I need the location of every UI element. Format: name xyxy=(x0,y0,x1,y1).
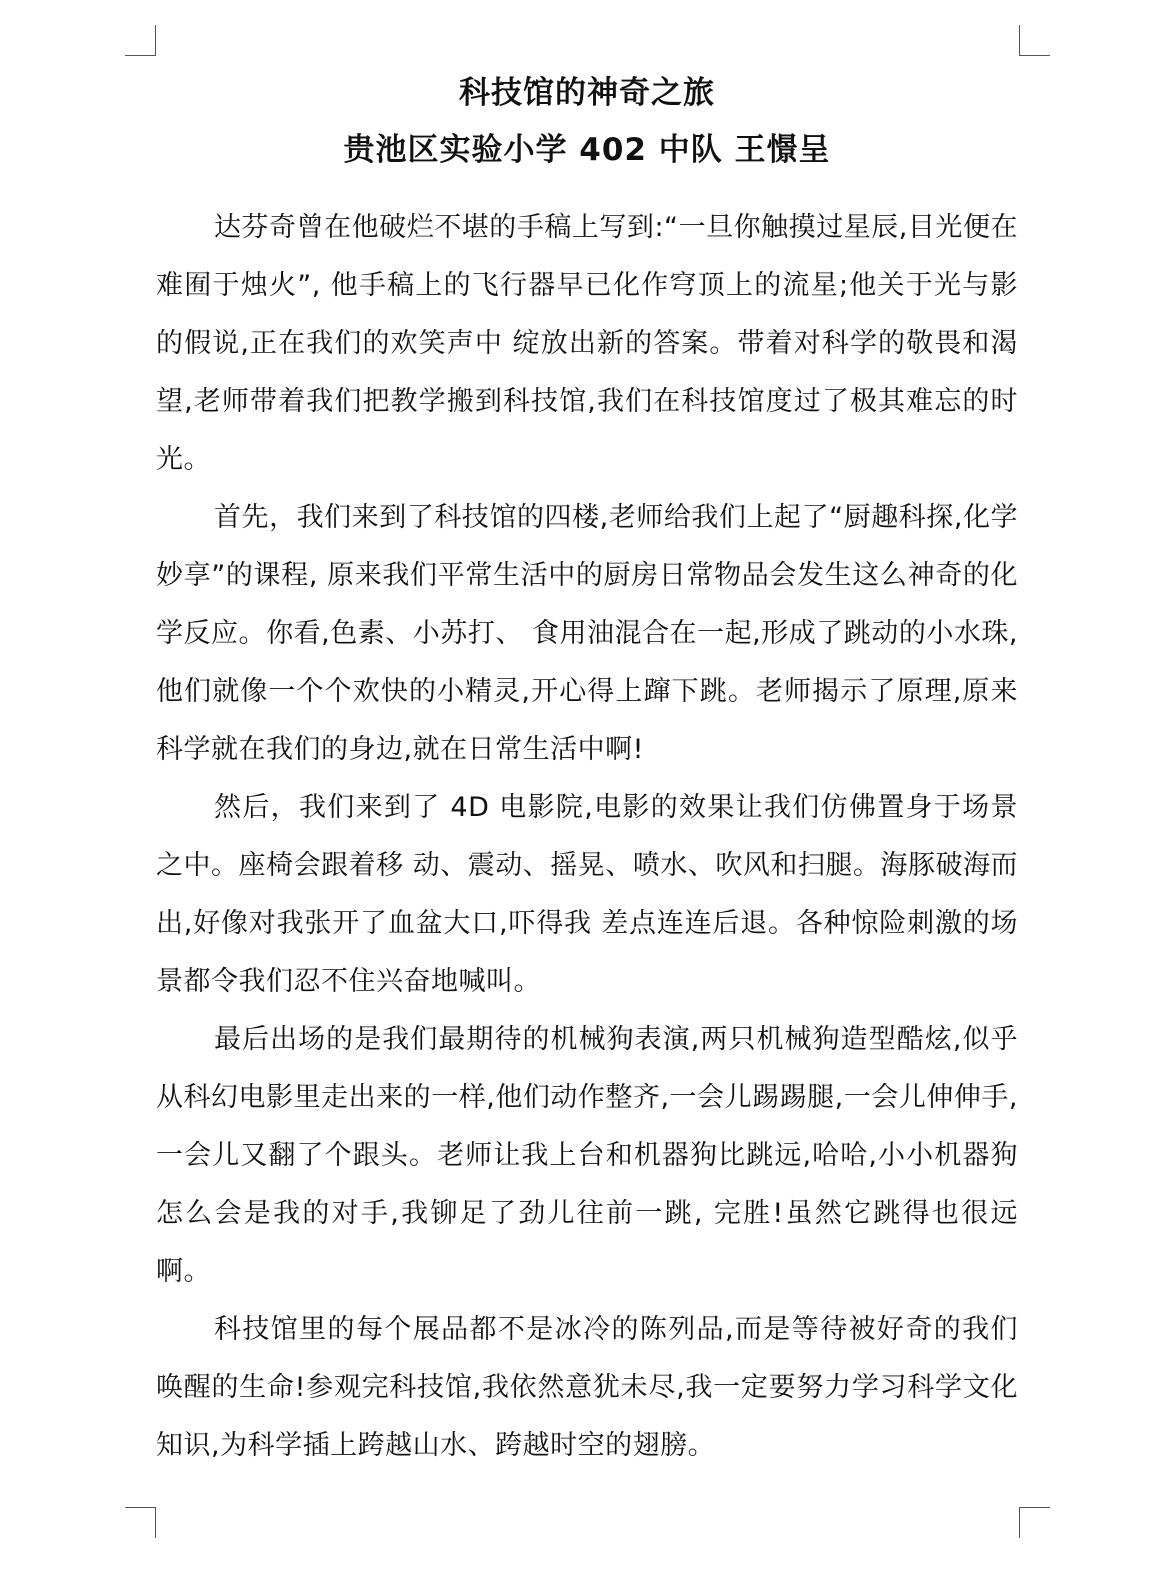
paragraph-2: 首先，我们来到了科技馆的四楼,老师给我们上起了“厨趣科探,化学妙享”的课程, 原来我们平常生活中的厨房日常物品会发生这么神奇的化学反应。你看,色素、小苏打、 食用油混合在一起,形成了跳动的小水珠,他们就像一个个欢快的小精灵,开心得上蹿下跳。老师揭示了原理,原来科学就在我们的身边,就在日常生活中啊! xyxy=(156,502,1018,765)
document-body xyxy=(156,199,1018,1475)
crop-mark-top-left xyxy=(125,25,156,56)
paragraph-1: 达芬奇曾在他破烂不堪的手稿上写到:“一旦你触摸过星辰,目光便在难囿于烛火”, 他手稿上的飞行器早已化作穹顶上的流星;他关于光与影的假说,正在我们的欢笑声中 绽放出新的答案。带着对科学的敬畏和渴望,老师带着我们把教学搬到科技馆,我们在科技馆度过了极其难忘的时光。 xyxy=(156,212,1018,475)
crop-mark-top-right xyxy=(1019,25,1050,56)
paragraph-3: 然后，我们来到了 4D 电影院,电影的效果让我们仿佛置身于场景之中。座椅会跟着移 动、震动、摇晃、喷水、吹风和扫腿。海豚破海而出,好像对我张开了血盆大口,吓得我 差点连连后退。各种惊险刺激的场景都令我们忍不住兴奋地喊叫。 xyxy=(156,792,1018,997)
document-subtitle: 贵池区实验小学 402 中队 王憬呈 xyxy=(343,132,831,168)
crop-mark-bottom-left xyxy=(125,1507,156,1538)
crop-mark-bottom-right xyxy=(1019,1507,1050,1538)
document-title: 科技馆的神奇之旅 xyxy=(459,75,715,111)
paragraph-5: 科技馆里的每个展品都不是冰冷的陈列品,而是等待被好奇的我们唤醒的生命!参观完科技馆,我依然意犹未尽,我一定要努力学习科学文化知识,为科学插上跨越山水、跨越时空的翅膀。 xyxy=(156,1314,1018,1461)
paragraph-4: 最后出场的是我们最期待的机械狗表演,两只机械狗造型酷炫,似乎从科幻电影里走出来的一样,他们动作整齐,一会儿踢踢腿,一会儿伸伸手,一会儿又翻了个跟头。老师让我上台和机器狗比跳远,哈哈,小小机器狗怎么会是我的对手,我铆足了劲儿往前一跳, 完胜!虽然它跳得也很远啊。 xyxy=(156,1024,1018,1287)
